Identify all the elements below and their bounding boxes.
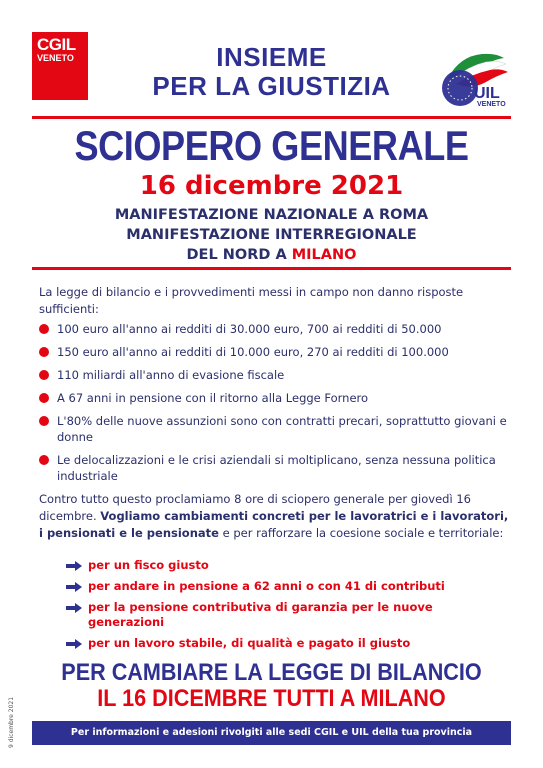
list-item: 110 miliardi all'anno di evasione fiscale: [39, 367, 511, 383]
manifestation-north: [32, 246, 511, 264]
list-item: Le delocalizzazioni e le crisi aziendali si moltiplicano, senza nessuna politica industriale: [39, 452, 511, 484]
top-divider: [32, 116, 511, 119]
slogan-line-2: IL 16 DICEMBRE TUTTI A MILANO: [97, 685, 446, 712]
intro-paragraph: La legge di bilancio e i provvedimenti messi in campo non danno risposte sufficienti:: [39, 285, 464, 316]
manifestation-north-prefix: DEL NORD A: [186, 247, 292, 263]
page-title: SCIOPERO GENERALE: [74, 122, 469, 169]
uil-logo-name: UIL: [474, 85, 500, 102]
list-item: per un fisco giusto: [66, 558, 511, 573]
arrow-right-icon: [66, 582, 82, 592]
manifestation-interregional: MANIFESTAZIONE INTERREGIONALE: [126, 227, 417, 243]
arrow-right-icon: [66, 561, 82, 571]
uil-logo-region: VENETO: [477, 101, 506, 108]
strike-date: 16 dicembre 2021: [139, 171, 404, 201]
grievance-list: [39, 321, 511, 491]
list-item: per un lavoro stabile, di qualità e pagato il giusto: [66, 636, 511, 651]
bullet-dot-icon: [39, 393, 49, 403]
arrow-right-icon: [66, 639, 82, 649]
bullet-dot-icon: [39, 370, 49, 380]
goals-list: [66, 558, 511, 657]
print-date: 9 dicembre 2021: [8, 696, 15, 748]
cgil-logo-region: VENETO: [37, 53, 74, 63]
header-line-1: INSIEME: [216, 42, 327, 72]
mid-divider: [32, 267, 511, 270]
cgil-logo: [32, 32, 88, 100]
list-item: 100 euro all'anno ai redditi di 30.000 euro, 700 ai redditi di 50.000: [39, 321, 511, 337]
uil-flag-icon: [438, 48, 510, 108]
bullet-dot-icon: [39, 455, 49, 465]
arrow-right-icon: [66, 603, 82, 613]
cgil-logo-name: CGIL: [37, 35, 76, 54]
manifestation-rome: MANIFESTAZIONE NAZIONALE A ROMA: [114, 207, 429, 223]
manifestation-city: MILANO: [291, 247, 357, 263]
footer-info-bar: Per informazioni e adesioni rivolgiti alle sedi CGIL e UIL della tua provincia: [32, 721, 511, 745]
header-line-2: PER LA GIUSTIZIA: [152, 71, 391, 101]
bullet-dot-icon: [39, 347, 49, 357]
list-item: A 67 anni in pensione con il ritorno alla Legge Fornero: [39, 390, 511, 406]
list-item: per andare in pensione a 62 anni o con 41 di contributi: [66, 579, 511, 594]
bullet-dot-icon: [39, 324, 49, 334]
list-item: per la pensione contributiva di garanzia per le nuove generazioni: [66, 600, 511, 630]
closing-paragraph: Contro tutto questo proclamiamo 8 ore di sciopero generale per giovedì 16 dicembre. Vogliamo cambiamenti concreti per le lavoratrici e i lavoratori, i pensionati e le pensionate e per rafforzare la coesione sociale e territoriale:: [39, 492, 509, 540]
uil-logo: [438, 48, 510, 108]
list-item: 150 euro all'anno ai redditi di 10.000 euro, 270 ai redditi di 100.000: [39, 344, 511, 360]
list-item: L'80% delle nuove assunzioni sono con contratti precari, soprattutto giovani e donne: [39, 413, 511, 445]
bullet-dot-icon: [39, 416, 49, 426]
slogan-line-1: PER CAMBIARE LA LEGGE DI BILANCIO: [61, 659, 482, 686]
